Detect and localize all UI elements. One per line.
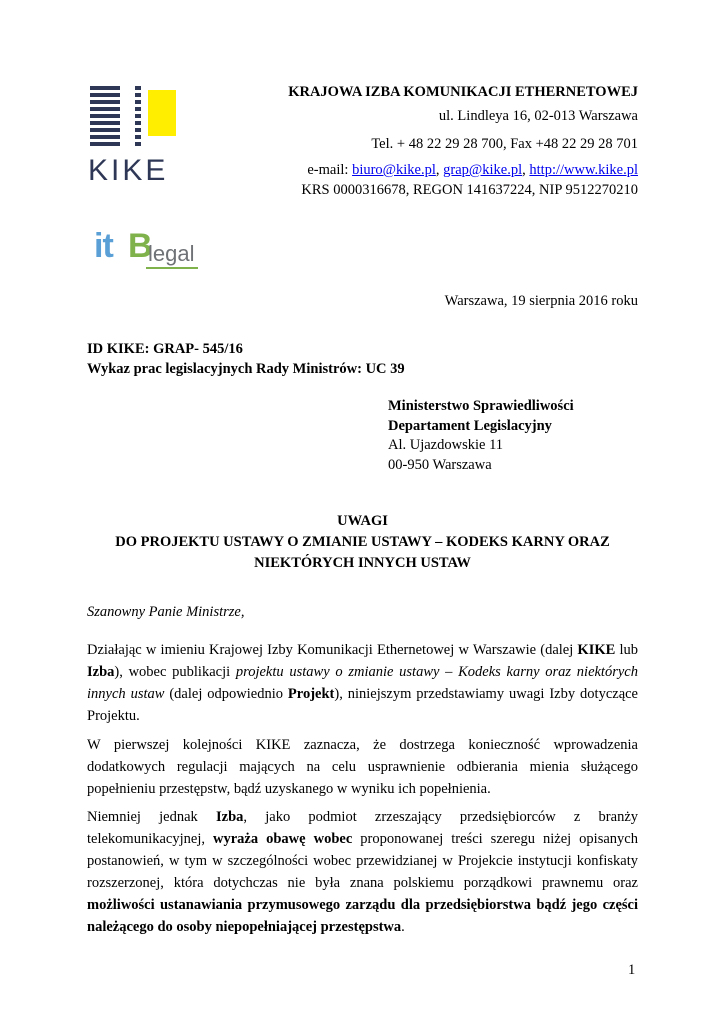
p1-text: ), niniejszym przedstawiamy uwagi Izby dotyczące Projektu. [87,686,638,724]
kike-bar [90,86,120,90]
kike-dot [135,107,141,111]
kike-yellow-block [148,90,176,136]
p1-bold-izba: Izba [87,664,115,680]
kike-dot [135,100,141,104]
date-line: Warszawa, 19 sierpnia 2016 roku [444,293,638,309]
p1-italic-project-title: projektu ustawy o zmianie ustawy – Kodeks karny oraz niektórych innych ustaw [87,664,638,702]
recipient-city: 00-950 Warszawa [388,457,492,473]
kike-logo [88,86,192,186]
itb-logo-underline [146,267,198,269]
p1-text: Działając w imieniu Krajowej Izby Komunikacji Ethernetowej w Warszawie (dalej [87,642,578,658]
org-email-line [307,162,638,179]
itblegal-logo [94,228,204,272]
email-link-biuro[interactable]: biuro@kike.pl [352,162,436,178]
kike-dot [135,121,141,125]
p3-bold-izba: Izba [216,809,244,825]
doc-title-line1: UWAGI [337,513,388,529]
email-link-grap[interactable]: grap@kike.pl [443,162,523,178]
kike-bar [90,128,120,132]
p1-text: lub [615,642,638,658]
p3-text: . [401,919,405,935]
p3-text: Niemniej jednak [87,809,216,825]
ref-list: Wykaz prac legislacyjnych Rady Ministrów: UC 39 [87,361,405,377]
doc-title-line2: DO PROJEKTU USTAWY O ZMIANIE USTAWY – KODEKS KARNY ORAZ [115,534,610,550]
page-number: 1 [628,962,636,978]
org-registry: KRS 0000316678, REGON 141637224, NIP 9512270210 [301,182,638,198]
p1-bold-projekt: Projekt [287,686,335,702]
recipient-street: Al. Ujazdowskie 11 [388,437,504,453]
kike-dot [135,142,141,146]
itb-logo-legal: legal [148,241,195,266]
kike-dot [135,93,141,97]
recipient-ministry: Ministerstwo Sprawiedliwości [388,398,574,414]
email-sep: , [522,162,530,178]
kike-dot [135,135,141,139]
p1-bold-kike: KIKE [577,642,616,658]
recipient-department: Departament Legislacyjny [388,418,552,434]
org-address: ul. Lindleya 16, 02-013 Warszawa [438,108,638,124]
kike-bar [90,107,120,111]
org-name: KRAJOWA IZBA KOMUNIKACJI ETHERNETOWEJ [288,84,638,100]
kike-dot [135,114,141,118]
website-link[interactable]: http://www.kike.pl [529,162,638,178]
ref-id: ID KIKE: GRAP- 545/16 [87,341,243,357]
kike-dot [135,86,141,90]
org-phone: Tel. + 48 22 29 28 700, Fax +48 22 29 28 701 [371,136,638,152]
kike-bar [90,135,120,139]
kike-bar [90,121,120,125]
email-sep: , [435,162,444,178]
kike-bar [90,114,120,118]
kike-dot [135,128,141,132]
p3-text: , jako podmiot zrzeszający przedsiębiorców z branży telekomunikacyjnej, [87,809,638,847]
p1-text: (dalej odpowiednio [164,686,288,702]
itb-logo-it: it [94,227,113,265]
p3-bold-concern: wyraża obawę wobec [213,831,353,847]
kike-bar [90,100,120,104]
doc-title-line3: NIEKTÓRYCH INNYCH USTAW [254,555,471,571]
p3-text: proponowanej treści szeregu niżej opisanych postanowień, w tym w szczególności wobec przewidzianej w Projekcie instytucji konfiskaty rozszerzonej, która dotychczas nie była znana polskiemu porządkowi prawnemu oraz [87,831,638,891]
itb-logo-b: B [128,227,153,265]
kike-logo-text: KIKE [88,154,169,187]
paragraph-1 [87,639,638,727]
p1-text: ), wobec publikacji [114,664,236,680]
email-prefix: e-mail: [307,162,353,178]
paragraph-3 [87,806,638,938]
kike-bar [90,93,120,97]
paragraph-2: W pierwszej kolejności KIKE zaznacza, że dostrzega konieczność wprowadzenia dodatkowych regulacji mających na celu usprawnienie odbierania mienia służącego popełnieniu przestępstw, bądź uzyskanego w wyniku ich popełnienia. [87,737,638,797]
salutation: Szanowny Panie Ministrze, [87,604,245,620]
kike-bar [90,142,120,146]
p3-bold-compulsory-management: możliwości ustanawiania przymusowego zarządu dla przedsiębiorstwa bądź jego części należącego do osoby niepopełniającej przestępstwa [87,897,638,935]
